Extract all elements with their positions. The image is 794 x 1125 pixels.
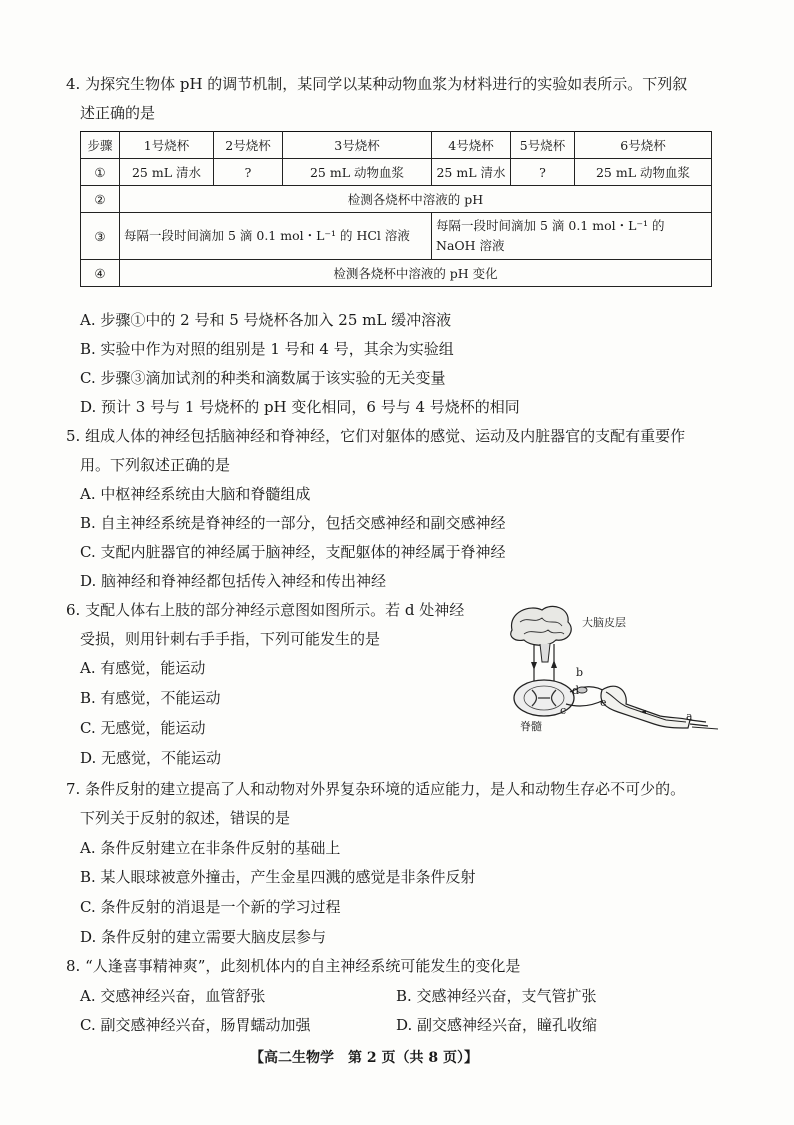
table-row xyxy=(81,159,712,186)
table-row xyxy=(81,260,712,287)
table-header-row xyxy=(81,132,712,159)
table-cell: 25 mL 清水 xyxy=(432,159,511,186)
q7-option-b: B. 某人眼球被意外撞击，产生金星四溅的感觉是非条件反射 xyxy=(80,868,476,886)
q8-option-c: C. 副交感神经兴奋，肠胃蠕动加强 xyxy=(80,1016,311,1034)
table-cell: ? xyxy=(214,159,283,186)
table-header-cell: 4号烧杯 xyxy=(432,132,511,159)
q6-stem-line1: 6. 支配人体右上肢的部分神经示意图如图所示。若 d 处神经 xyxy=(66,601,465,619)
figure-label-a: a xyxy=(686,710,693,723)
q4-stem-line2: 述正确的是 xyxy=(80,104,156,122)
table-cell: 检测各烧杯中溶液的 pH 变化 xyxy=(120,260,712,287)
table-cell: 25 mL 清水 xyxy=(120,159,214,186)
q6-option-a: A. 有感觉，能运动 xyxy=(80,659,206,677)
figure-label-spinal-cord: 脊髓 xyxy=(520,720,542,733)
figure-label-b: b xyxy=(576,666,584,679)
q4-option-b: B. 实验中作为对照的组别是 1 号和 4 号，其余为实验组 xyxy=(80,340,454,358)
figure-label-c: c xyxy=(560,704,567,717)
q5-option-b: B. 自主神经系统是脊神经的一部分，包括交感神经和副交感神经 xyxy=(80,514,506,532)
q7-option-d: D. 条件反射的建立需要大脑皮层参与 xyxy=(80,928,327,946)
figure-label-cortex: 大脑皮层 xyxy=(582,616,626,629)
table-header-cell: 6号烧杯 xyxy=(575,132,712,159)
q4-option-d: D. 预计 3 号与 1 号烧杯的 pH 变化相同，6 号与 4 号烧杯的相同 xyxy=(80,398,520,416)
table-cell: ④ xyxy=(81,260,120,287)
q5-stem-line2: 用。下列叙述正确的是 xyxy=(80,456,231,474)
q5-stem-line1: 5. 组成人体的神经包括脑神经和脊神经，它们对躯体的感觉、运动及内脏器官的支配有重要作 xyxy=(66,427,686,445)
table-cell: ① xyxy=(81,159,120,186)
q8-option-d: D. 副交感神经兴奋，瞳孔收缩 xyxy=(396,1016,598,1034)
q4-option-a: A. 步骤①中的 2 号和 5 号烧杯各加入 25 mL 缓冲溶液 xyxy=(80,311,452,329)
table-header-cell: 1号烧杯 xyxy=(120,132,214,159)
q6-option-d: D. 无感觉，不能运动 xyxy=(80,749,222,767)
nerve-pathway-figure xyxy=(490,600,720,740)
q4-stem-line1: 4. 为探究生物体 pH 的调节机制，某同学以某种动物血浆为材料进行的实验如表所示。下列叙 xyxy=(66,75,688,93)
q7-option-c: C. 条件反射的消退是一个新的学习过程 xyxy=(80,898,341,916)
q8-option-a: A. 交感神经兴奋，血管舒张 xyxy=(80,987,266,1005)
table-cell: 每隔一段时间滴加 5 滴 0.1 mol・L⁻¹ 的 HCl 溶液 xyxy=(120,213,432,260)
q6-option-c: C. 无感觉，能运动 xyxy=(80,719,206,737)
table-header-cell: 步骤 xyxy=(81,132,120,159)
q7-stem-line1: 7. 条件反射的建立提高了人和动物对外界复杂环境的适应能力，是人和动物生存必不可少的。 xyxy=(66,780,686,798)
q7-option-a: A. 条件反射建立在非条件反射的基础上 xyxy=(80,839,341,857)
q4-option-c: C. 步骤③滴加试剂的种类和滴数属于该实验的无关变量 xyxy=(80,369,446,387)
page-footer: 【高二生物学 第 2 页（共 8 页）】 xyxy=(250,1050,478,1066)
q8-option-b: B. 交感神经兴奋，支气管扩张 xyxy=(396,987,597,1005)
table-cell: ② xyxy=(81,186,120,213)
q5-option-c: C. 支配内脏器官的神经属于脑神经，支配躯体的神经属于脊神经 xyxy=(80,543,506,561)
q4-experiment-table xyxy=(80,131,712,287)
q8-stem-line1: 8. “人逢喜事精神爽”，此刻机体内的自主神经系统可能发生的变化是 xyxy=(66,957,521,975)
table-cell: 25 mL 动物血浆 xyxy=(575,159,712,186)
q5-option-a: A. 中枢神经系统由大脑和脊髓组成 xyxy=(80,485,311,503)
q7-stem-line2: 下列关于反射的叙述，错误的是 xyxy=(80,809,291,827)
q6-option-b: B. 有感觉，不能运动 xyxy=(80,689,221,707)
q5-option-d: D. 脑神经和脊神经都包括传入神经和传出神经 xyxy=(80,572,387,590)
table-header-cell: 5号烧杯 xyxy=(511,132,575,159)
q6-stem-line2: 受损，则用针刺右手手指，下列可能发生的是 xyxy=(80,630,381,648)
table-row xyxy=(81,186,712,213)
table-cell: 25 mL 动物血浆 xyxy=(283,159,432,186)
table-row xyxy=(81,213,712,260)
table-cell: 每隔一段时间滴加 5 滴 0.1 mol・L⁻¹ 的 NaOH 溶液 xyxy=(432,213,712,260)
table-cell: ③ xyxy=(81,213,120,260)
table-cell: ? xyxy=(511,159,575,186)
table-cell: 检测各烧杯中溶液的 pH xyxy=(120,186,712,213)
figure-label-d: d xyxy=(572,684,580,697)
figure-label-e: e xyxy=(600,696,607,709)
table-header-cell: 3号烧杯 xyxy=(283,132,432,159)
table-header-cell: 2号烧杯 xyxy=(214,132,283,159)
